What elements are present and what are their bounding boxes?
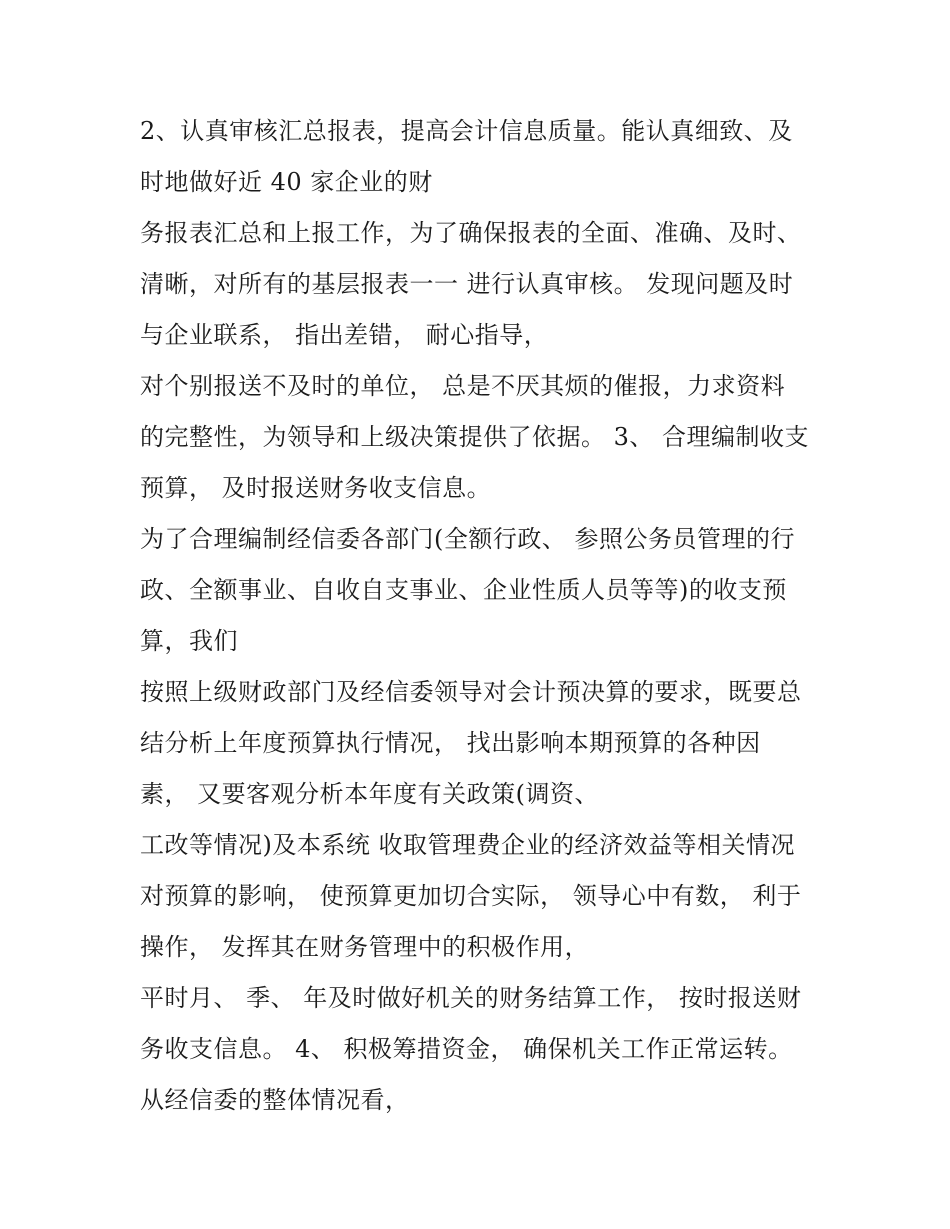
text-line: 预算， 及时报送财务收支信息。 bbox=[140, 474, 492, 502]
text-line: 为了合理编制经信委各部门(全额行政、 参照公务员管理的行 bbox=[140, 525, 795, 553]
text-line: 政、全额事业、自收自支事业、企业性质人员等等)的收支预 bbox=[140, 576, 787, 604]
text-line: 对个别报送不及时的单位， 总是不厌其烦的催报，力求资料 bbox=[140, 372, 786, 400]
text-line: 的完整性，为领导和上级决策提供了依据。 3、 合理编制收支 bbox=[140, 423, 810, 451]
text-line: 工改等情况)及本系统 收取管理费企业的经济效益等相关情况 bbox=[140, 831, 795, 859]
text-line: 算，我们 bbox=[140, 627, 238, 655]
body-text bbox=[140, 106, 840, 1126]
text-line: 对预算的影响， 使预算更加切合实际， 领导心中有数， 利于 bbox=[140, 882, 802, 910]
text-line: 操作， 发挥其在财务管理中的积极作用， bbox=[140, 933, 590, 961]
text-line: 从经信委的整体情况看， bbox=[140, 1086, 410, 1114]
text-line: 务报表汇总和上报工作，为了确保报表的全面、准确、及时、 bbox=[140, 219, 802, 247]
text-line: 清晰，对所有的基层报表一一 进行认真审核。 发现问题及时 bbox=[140, 270, 794, 298]
text-line: 素， 又要客观分析本年度有关政策(调资、 bbox=[140, 780, 599, 808]
text-line: 2、认真审核汇总报表，提高会计信息质量。能认真细致、及 bbox=[140, 117, 793, 145]
text-line: 务收支信息。 4、 积极筹措资金， 确保机关工作正常运转。 bbox=[140, 1035, 793, 1063]
text-line: 按照上级财政部门及经信委领导对会计预决算的要求，既要总 bbox=[140, 678, 802, 706]
text-line: 结分析上年度预算执行情况， 找出影响本期预算的各种因 bbox=[140, 729, 761, 757]
text-line: 与企业联系， 指出差错， 耐心指导， bbox=[140, 321, 549, 349]
text-line: 时地做好近 40 家企业的财 bbox=[140, 168, 433, 196]
text-line: 平时月、 季、 年及时做好机关的财务结算工作， 按时报送财 bbox=[140, 984, 802, 1012]
